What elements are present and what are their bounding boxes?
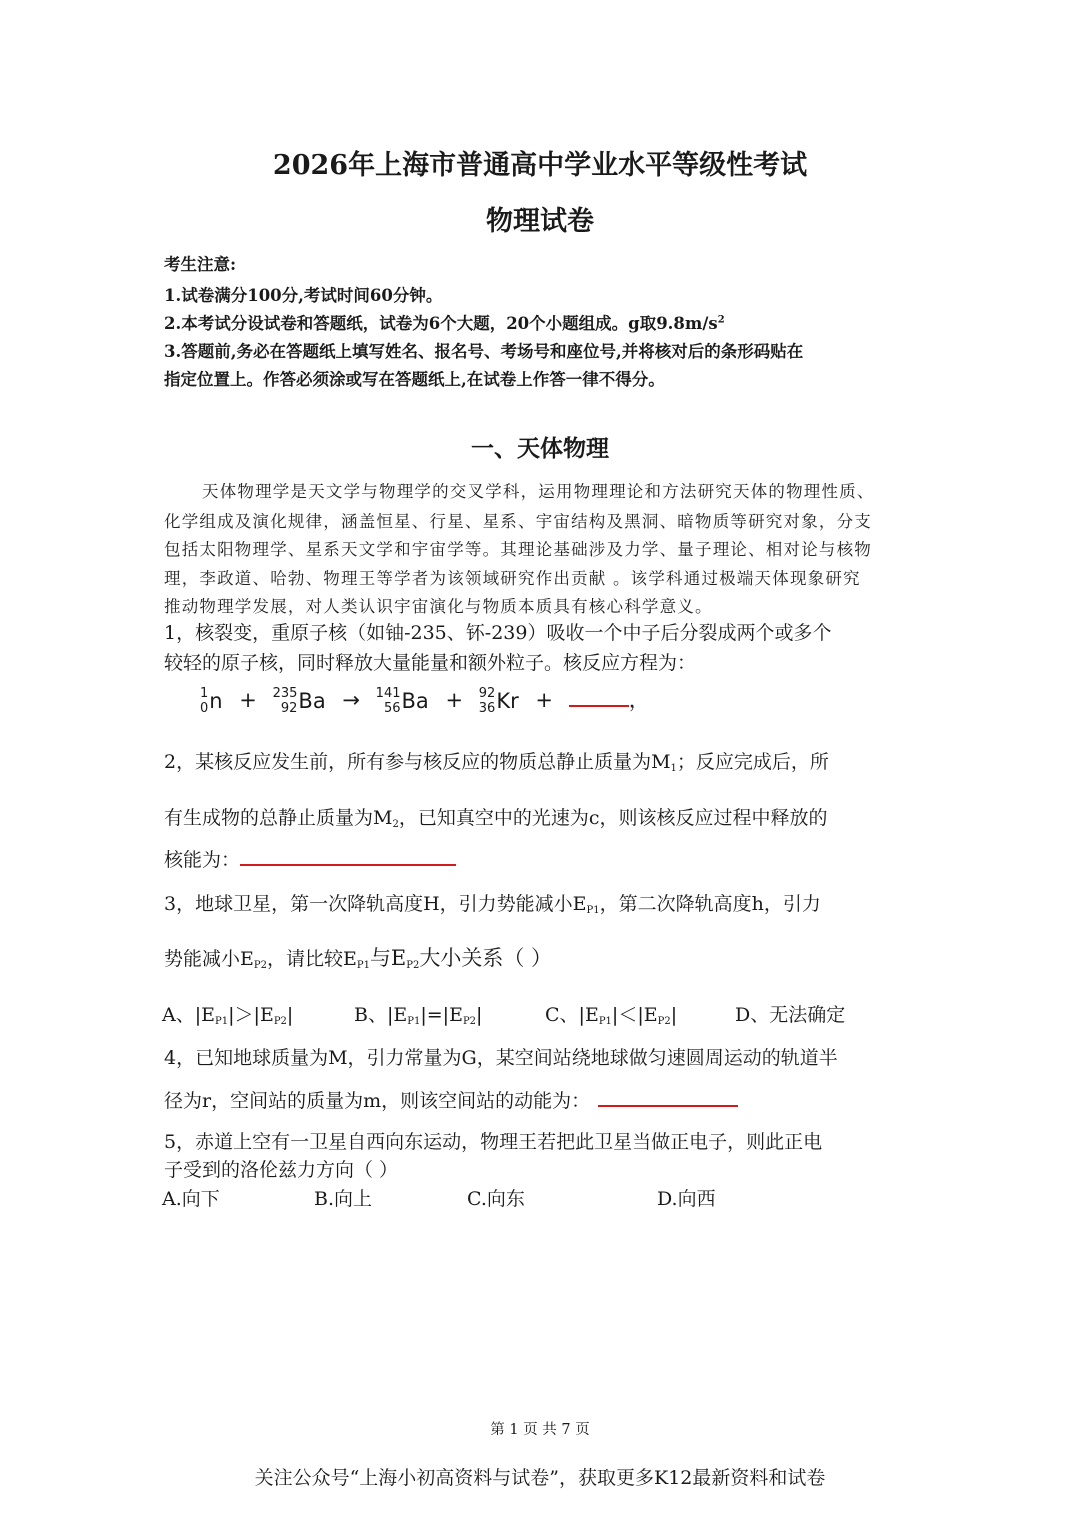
m2-subscript: 2 bbox=[392, 819, 399, 830]
q5-option-b[interactable]: B.向上 bbox=[314, 1188, 373, 1210]
q2-line-2-text: 有生成物的总静止质量为M bbox=[164, 807, 393, 829]
plus-sign: + bbox=[445, 688, 464, 712]
kr92-charge: 36 bbox=[478, 701, 496, 716]
abs-bar-icon: | bbox=[194, 1004, 202, 1026]
q2-line-1-text: 2，某核反应发生前，所有参与核反应的物质总静止质量为M bbox=[164, 751, 671, 773]
ba141-charge: 56 bbox=[383, 701, 401, 716]
q3-line-2-and: 与E bbox=[369, 946, 407, 970]
relation-sign: ＞ bbox=[234, 1004, 254, 1026]
notice-item-2-text: 2.本考试分设试卷和答题纸，试卷为6个大题，20个小题组成。g取9.8m/s bbox=[164, 314, 718, 333]
abs-bar-icon: | bbox=[420, 1004, 427, 1026]
abs-bar-icon: | bbox=[670, 1004, 678, 1026]
nuclide-ba-141 bbox=[376, 686, 429, 716]
m1-subscript: 1 bbox=[670, 763, 677, 774]
p1-subscript: P1 bbox=[215, 1016, 229, 1027]
answer-blank-q4[interactable] bbox=[598, 1087, 738, 1107]
intro-line-5: 推动物理学发展，对人类认识宇宙演化与物质本质具有核心科学意义。 bbox=[164, 597, 713, 616]
neutron-charge: 0 bbox=[200, 701, 209, 716]
q2-line-2 bbox=[164, 803, 828, 830]
q3-option-b[interactable] bbox=[354, 1000, 482, 1027]
nuclide-kr-92 bbox=[479, 686, 519, 716]
neutron-symbol: n bbox=[209, 689, 223, 713]
section-heading: 一、天体物理 bbox=[471, 435, 609, 462]
q5-option-d[interactable]: D.向西 bbox=[657, 1188, 716, 1210]
q4-line-1: 4，已知地球质量为M，引力常量为G，某空间站绕地球做匀速圆周运动的轨道半 bbox=[164, 1047, 838, 1069]
q3-line-2-compare: ，请比较E bbox=[266, 948, 357, 970]
notice-heading: 考生注意: bbox=[164, 255, 237, 274]
notice-item-1: 1.试卷满分100分,考试时间60分钟。 bbox=[164, 286, 443, 305]
q3-line-1 bbox=[164, 889, 821, 916]
q1-line-1: 1，核裂变，重原子核（如铀-235、钚-239）吸收一个中子后分裂成两个或多个 bbox=[164, 622, 832, 644]
intro-line-1: 天体物理学是天文学与物理学的交叉学科，运用物理理论和方法研究天体的物理性质、 bbox=[202, 482, 875, 501]
notice-item-3-line-2: 指定位置上。作答必须涂或写在答题纸上,在试卷上作答一律不得分。 bbox=[164, 370, 665, 389]
q3-option-a[interactable] bbox=[162, 1000, 293, 1027]
abs-bar-icon: | bbox=[611, 1004, 619, 1026]
notice-item-2 bbox=[164, 310, 725, 334]
p2-subscript: P2 bbox=[657, 1016, 671, 1027]
abs-bar-icon: | bbox=[637, 1004, 644, 1026]
q5-line-2: 子受到的洛伦兹力方向（ ） bbox=[164, 1159, 399, 1181]
intro-line-3: 包括太阳物理学、星系天文学和宇宙学等。其理论基础涉及力学、量子理论、相对论与核物 bbox=[164, 540, 872, 559]
ep-label: E bbox=[584, 1004, 599, 1026]
ba235-charge: 92 bbox=[280, 701, 298, 716]
ba235-symbol: Ba bbox=[298, 689, 326, 713]
page-number: 第 1 页 共 7 页 bbox=[490, 1422, 590, 1438]
abs-bar-icon: | bbox=[442, 1004, 450, 1026]
abs-bar-icon: | bbox=[476, 1004, 483, 1026]
q3-line-2-text: 势能减小E bbox=[164, 948, 254, 970]
ep1-subscript: P1 bbox=[586, 905, 600, 916]
exam-subtitle: 物理试卷 bbox=[486, 206, 594, 237]
notice-item-3-line-1: 3.答题前,务必在答题纸上填写姓名、报名号、考场号和座位号,并将核对后的条形码贴在 bbox=[164, 342, 804, 361]
abs-bar-icon: | bbox=[578, 1004, 585, 1026]
q3-option-c[interactable] bbox=[545, 1000, 677, 1027]
relation-sign: = bbox=[426, 1004, 443, 1026]
arrow: → bbox=[342, 688, 360, 712]
answer-blank-q2[interactable] bbox=[240, 846, 456, 866]
ba235-mass: 235 bbox=[272, 686, 298, 701]
q5-line-1: 5，赤道上空有一卫星自西向东运动，物理王若把此卫星当做正电子，则此正电 bbox=[164, 1131, 823, 1153]
neutron-mass: 1 bbox=[200, 686, 209, 701]
option-letter: C、 bbox=[545, 1004, 579, 1026]
ep2-subscript: P2 bbox=[406, 960, 420, 971]
option-letter: A、 bbox=[162, 1004, 195, 1026]
abs-bar-icon: | bbox=[228, 1004, 235, 1026]
intro-line-4: 理，李政道、哈勃、物理王等学者为该领域研究作出贡献 。该学科通过极端天体现象研究 bbox=[164, 569, 861, 588]
abs-bar-icon: | bbox=[253, 1004, 260, 1026]
q3-option-d[interactable]: D、无法确定 bbox=[735, 1004, 846, 1026]
q5-option-a[interactable]: A.向下 bbox=[162, 1188, 220, 1210]
q2-line-1-tail: ；反应完成后，所 bbox=[676, 751, 829, 773]
nuclide-neutron bbox=[200, 686, 223, 716]
q1-line-2: 较轻的原子核，同时释放大量能量和额外粒子。核反应方程为： bbox=[164, 652, 697, 674]
q2-line-2-tail: ，已知真空中的光速为c，则该核反应过程中释放的 bbox=[398, 807, 828, 829]
abs-bar-icon: | bbox=[386, 1004, 394, 1026]
answer-blank-q1[interactable] bbox=[569, 691, 629, 707]
ep1-subscript: P1 bbox=[356, 960, 370, 971]
abs-bar-icon: | bbox=[286, 1004, 294, 1026]
ep-label: E bbox=[449, 1004, 463, 1026]
notice-item-2-exponent: 2 bbox=[717, 314, 725, 326]
ep2-subscript: P2 bbox=[253, 960, 267, 971]
p2-subscript: P2 bbox=[273, 1016, 287, 1027]
nuclide-ba-235 bbox=[273, 686, 326, 716]
intro-line-2: 化学组成及演化规律，涵盖恒星、行星、星系、宇宙结构及黑洞、暗物质等研究对象，分支 bbox=[164, 512, 872, 531]
kr92-symbol: Kr bbox=[496, 689, 519, 713]
p2-subscript: P2 bbox=[462, 1016, 477, 1027]
q5-option-c[interactable]: C.向东 bbox=[467, 1188, 525, 1210]
plus-sign: + bbox=[239, 688, 257, 712]
exam-title: 2026年上海市普通高中学业水平等级性考试 bbox=[272, 150, 808, 181]
kr92-mass: 92 bbox=[478, 686, 496, 701]
q3-line-2 bbox=[164, 942, 552, 972]
ep-label: E bbox=[259, 1004, 274, 1026]
footer-ad: 关注公众号“上海小初高资料与试卷”，获取更多K12最新资料和试卷 bbox=[254, 1467, 826, 1489]
ep-label: E bbox=[201, 1004, 216, 1026]
ba141-mass: 141 bbox=[375, 686, 401, 701]
p1-subscript: P1 bbox=[598, 1016, 612, 1027]
ep-label: E bbox=[393, 1004, 408, 1026]
q2-line-1 bbox=[164, 747, 829, 774]
plus-sign: + bbox=[535, 688, 554, 712]
q4-line-2 bbox=[164, 1086, 738, 1113]
q3-line-1-text: 3，地球卫星，第一次降轨高度H，引力势能减小E bbox=[164, 893, 587, 915]
option-letter: B、 bbox=[354, 1004, 387, 1026]
nuclear-equation bbox=[200, 684, 650, 716]
q4-line-2-text: 径为r，空间站的质量为m，则该空间站的动能为： bbox=[164, 1090, 591, 1112]
q3-line-2-tail: 大小关系（ ） bbox=[419, 946, 553, 970]
q3-line-1-tail: ，第二次降轨高度h，引力 bbox=[599, 893, 821, 915]
q2-line-3-text: 核能为： bbox=[164, 849, 241, 871]
p1-subscript: P1 bbox=[407, 1016, 421, 1027]
equation-end: ， bbox=[628, 688, 650, 712]
relation-sign: ＜ bbox=[618, 1004, 638, 1026]
ba141-symbol: Ba bbox=[401, 689, 429, 713]
q2-line-3 bbox=[164, 845, 456, 872]
ep-label: E bbox=[643, 1004, 658, 1026]
